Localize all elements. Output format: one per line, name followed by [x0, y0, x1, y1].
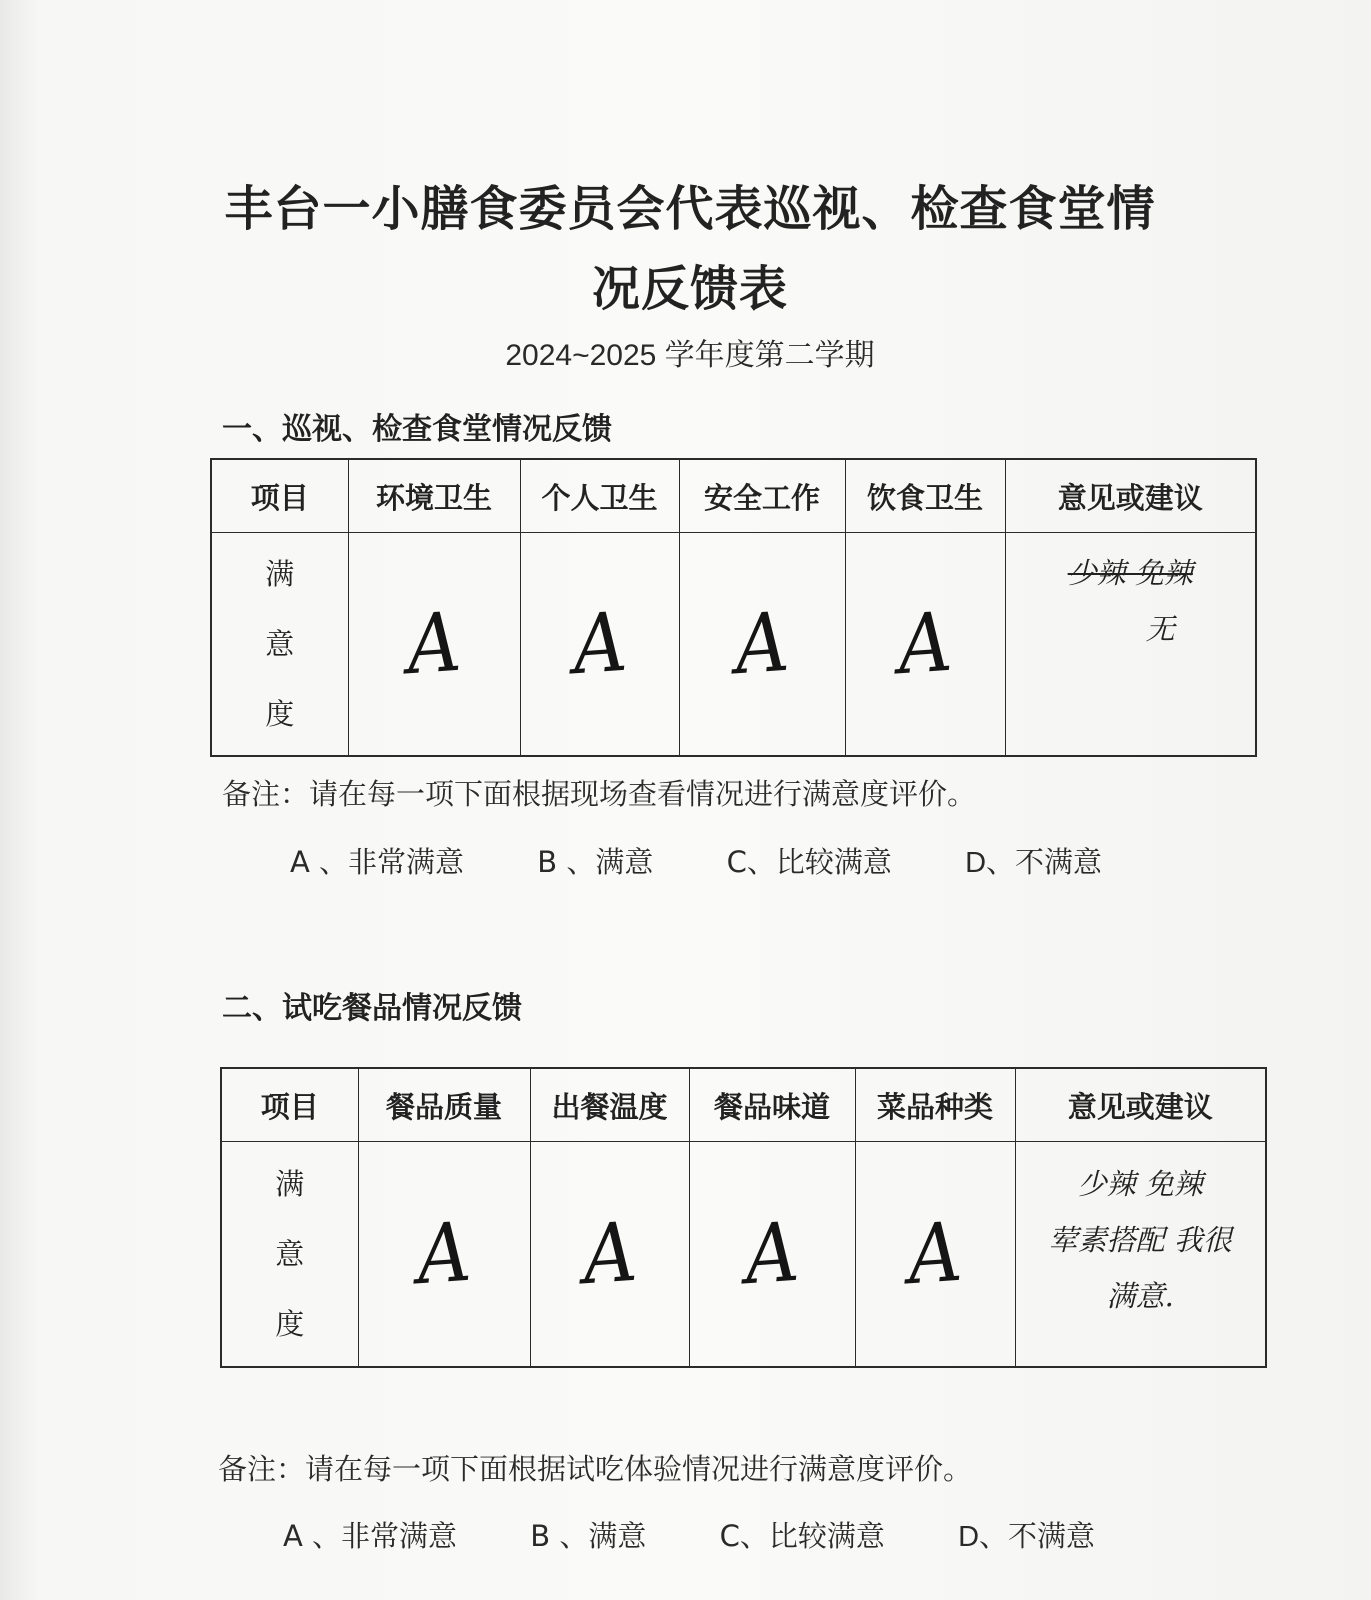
option-a: A 、非常满意: [290, 845, 465, 879]
handwritten-rating: A: [414, 1204, 474, 1304]
table-header-row: [221, 1068, 1266, 1142]
header-item: 项目: [211, 459, 348, 533]
rating-cell: [679, 533, 845, 757]
suggestion-cell: [1015, 1142, 1266, 1368]
handwritten-rating: A: [579, 1204, 640, 1304]
rating-cell: [358, 1142, 530, 1368]
rating-cell: [520, 533, 679, 757]
header-food-hygiene: 饮食卫生: [845, 459, 1005, 533]
handwritten-note: 无: [1145, 612, 1175, 646]
section-2-heading: 二、试吃餐品情况反馈: [222, 991, 522, 1026]
section-1-heading: 一、巡视、检查食堂情况反馈: [222, 412, 612, 447]
header-environment-hygiene: 环境卫生: [348, 459, 520, 533]
option-b: B 、满意: [537, 845, 654, 879]
handwritten-note: 少辣 免辣: [1077, 1167, 1203, 1201]
option-d: D、不满意: [958, 1521, 1096, 1553]
rating-cell: [530, 1142, 689, 1368]
table-row: [221, 1142, 1266, 1368]
header-personal-hygiene: 个人卫生: [520, 459, 679, 533]
form-title-line-2: 况反馈表: [591, 261, 788, 317]
option-c: C、比较满意: [719, 1519, 885, 1553]
header-serving-temperature: 出餐温度: [530, 1068, 689, 1142]
header-dish-variety: 菜品种类: [855, 1068, 1015, 1142]
remark-1: 备注：请在每一项下面根据现场查看情况进行满意度评价。: [222, 777, 977, 811]
rating-legend-1: [290, 840, 1102, 881]
table-row: [211, 533, 1256, 757]
handwritten-rating: A: [742, 1204, 802, 1304]
handwritten-rating: A: [732, 594, 792, 694]
handwritten-rating: A: [905, 1204, 965, 1304]
handwritten-rating: A: [895, 594, 955, 694]
tasting-feedback-table: [220, 1067, 1267, 1368]
header-suggestions: 意见或建议: [1005, 459, 1256, 533]
table-header-row: [211, 459, 1256, 533]
form-title-line-1: 丰台一小膳食委员会代表巡视、检查食堂情: [224, 181, 1156, 237]
header-meal-quality: 餐品质量: [358, 1068, 530, 1142]
rating-cell: [348, 533, 520, 757]
rating-cell: [689, 1142, 855, 1368]
handwritten-note: 满意.: [1106, 1279, 1174, 1313]
rating-cell: [855, 1142, 1015, 1368]
semester-subtitle: 2024~2025 学年度第二学期: [505, 339, 875, 372]
header-safety-work: 安全工作: [679, 459, 845, 533]
header-item: 项目: [221, 1068, 358, 1142]
handwritten-rating: A: [569, 594, 630, 694]
row-label-satisfaction: 满 意 度: [221, 1142, 358, 1368]
header-suggestions: 意见或建议: [1015, 1068, 1266, 1142]
inspection-feedback-table: [210, 458, 1257, 757]
suggestion-cell: [1005, 533, 1256, 757]
row-label-satisfaction: 满 意 度: [211, 533, 348, 757]
option-d: D、不满意: [965, 847, 1103, 879]
option-c: C、比较满意: [726, 845, 892, 879]
remark-2: 备注：请在每一项下面根据试吃体验情况进行满意度评价。: [218, 1452, 973, 1486]
struck-handwritten-note: 少辣 免辣: [1067, 556, 1193, 590]
handwritten-note: 荤素搭配 我很: [1048, 1223, 1232, 1257]
rating-legend-2: [283, 1514, 1095, 1555]
header-meal-taste: 餐品味道: [689, 1068, 855, 1142]
handwritten-rating: A: [404, 594, 464, 694]
option-b: B 、满意: [530, 1519, 647, 1553]
option-a: A 、非常满意: [283, 1519, 458, 1553]
rating-cell: [845, 533, 1005, 757]
